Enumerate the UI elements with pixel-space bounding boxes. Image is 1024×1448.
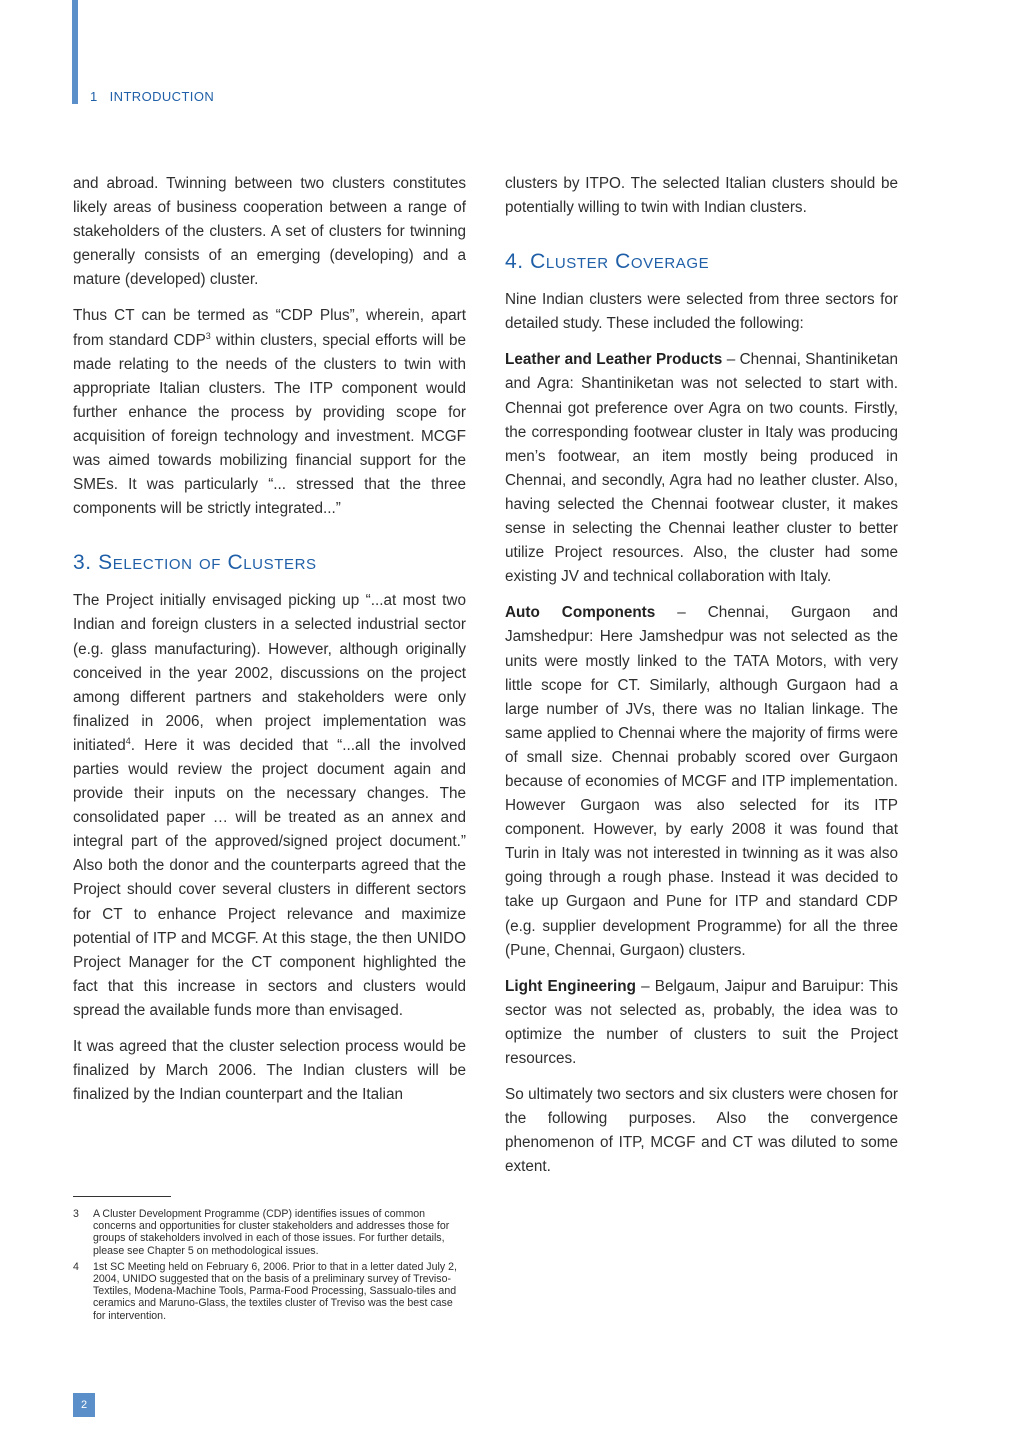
right-column <box>505 172 898 1191</box>
paragraph-text: – Belgaum, Jaipur and Baruipur: This sector was not selected as, probably, the idea was to optimize the number of clusters to suit the Project resources. <box>505 977 898 1067</box>
paragraph-text: – Chennai, Gurgaon and Jamshedpur: Here Jamshedpur was not selected as the units were mostly linked to the TATA Motors, with very little scope for CT. Similarly, although Gurgaon had a large number of JVs, there was no Italian linkage. The same applied to Chennai where the majority of firms were of small size. Chennai probably scored over Gurgaon because of economies of MCGF and ITP implementation. However Gurgaon was also selected for its ITP component. However, by early 2008 it was found that Turin in Italy was not interested in twinning as it was also going through a rough phase. Instead it was decided to take up Gurgaon and Pune for ITP and standard CDP (e.g. supplier development Programme) for all the three (Pune, Chennai, Gurgaon) clusters. <box>505 604 899 959</box>
running-header <box>90 89 214 104</box>
paragraph-light <box>505 975 898 1071</box>
paragraph: It was agreed that the cluster selection process would be finalized by March 2006. The Indian clusters will be finalized by the Indian counterpart and the Italian <box>73 1038 466 1104</box>
header-accent-bar <box>72 0 78 104</box>
footnote-divider <box>73 1196 171 1197</box>
paragraph-text: Thus CT can be termed as “CDP Plus”, wherein, apart from standard CDP <box>73 307 466 349</box>
sector-label: Leather and Leather Products <box>505 351 723 369</box>
paragraph-text: within clusters, special efforts will be made relating to the needs of the clusters to twin with appropriate Italian clusters. The ITP component would further enhance the process by providing scope for acquisition of foreign technology and investment. MCGF was aimed towards mobilizing financial support for the SMEs. It was particularly “... stressed that the three components will be strictly integrated...” <box>73 331 467 518</box>
sector-label: Light Engineering <box>505 977 636 995</box>
paragraph-leather <box>505 348 898 589</box>
paragraph: So ultimately two sectors and six clusters were chosen for the following purposes. Also the convergence phenomenon of ITP, MCGF and CT was diluted to some extent. <box>505 1086 898 1176</box>
footnote-ref-4[interactable]: 4 <box>125 735 131 746</box>
section-title: Cluster Coverage <box>530 250 710 274</box>
paragraph-text: . Here it was decided that “...all the involved parties would review the project document again and provide their inputs on the necessary changes. The consolidated paper … will be treated as an annex and integral part of the approved/signed project document.” Also both the donor and the counterparts agreed that the Project should cover several clusters in different sectors for CT to enhance Project relevance and maximize potential of ITP and MCGF. At this stage, the then UNIDO Project Manager for the CT component highlighted the fact that this increase in sectors and clusters would spread the available funds more than envisaged. <box>73 736 466 1019</box>
section-number: 3. <box>73 551 92 575</box>
footnote-3 <box>73 1208 466 1257</box>
section-heading-coverage <box>505 250 898 274</box>
sector-label: Auto Components <box>505 604 656 622</box>
footnote-number: 3 <box>73 1208 79 1220</box>
footnotes <box>73 1208 466 1326</box>
section-number: 4. <box>505 250 524 274</box>
page-number: 2 <box>73 1393 95 1417</box>
paragraph-text: – Chennai, Shantiniketan and Agra: Shantiniketan was not selected to start with. Chennai got preference over Agra on two counts. Firstly, the corresponding footwear cluster in Italy was producing men’s footwear, an item mostly being produced in Chennai, and secondly, Agra had no leather cluster. Also, having selected the Chennai footwear cluster, it makes sense in selecting the Chennai leather cluster to better utilize Project resources. Also, the cluster had some existing JV and technical collaboration with Italy. <box>505 351 898 586</box>
paragraph: and abroad. Twinning between two clusters constitutes likely areas of business cooperation between a range of stakeholders of the clusters. A set of clusters for twinning generally consists of an emerging (developing) and a mature (developed) cluster. <box>73 175 466 289</box>
chapter-number: 1 <box>90 89 98 104</box>
footnote-number: 4 <box>73 1260 79 1273</box>
footnote-text: A Cluster Development Programme (CDP) identifies issues of common concerns and opportunities for cluster stakeholders and addresses those for groups of stakeholders involved in each of those issues. For further details, please see Chapter 5 on methodological issues. <box>93 1208 450 1257</box>
paragraph: clusters by ITPO. The selected Italian clusters should be potentially willing to twin with Indian clusters. <box>505 175 898 217</box>
left-column <box>73 172 466 1119</box>
paragraph-text: The Project initially envisaged picking up “...at most two Indian and foreign clusters in a selected industrial sector (e.g. glass manufacturing). However, although originally conceived in the year 2002, discussions on the project among different partners and stakeholders were only finalized in 2006, when project implementation was initiated <box>73 592 466 754</box>
section-title: Selection of Clusters <box>98 551 317 575</box>
footnote-text: 1st SC Meeting held on February 6, 2006. Prior to that in a letter dated July 2, 2004, UNIDO suggested that on the basis of a preliminary survey of Treviso-Textiles, Modena-Machine Tools, Parma-Food Processing, Sassualo-tiles and ceramics and Maruno-Glass, the textiles cluster of Treviso was the best case for intervention. <box>93 1260 457 1322</box>
paragraph: Nine Indian clusters were selected from three sectors for detailed study. These included the following: <box>505 291 898 333</box>
paragraph <box>73 589 466 1023</box>
footnote-4 <box>73 1261 466 1322</box>
paragraph-auto <box>505 601 898 962</box>
section-heading-selection <box>73 551 466 575</box>
chapter-title: INTRODUCTION <box>109 89 215 104</box>
paragraph <box>73 304 466 521</box>
footnote-ref-3[interactable]: 3 <box>205 330 211 341</box>
